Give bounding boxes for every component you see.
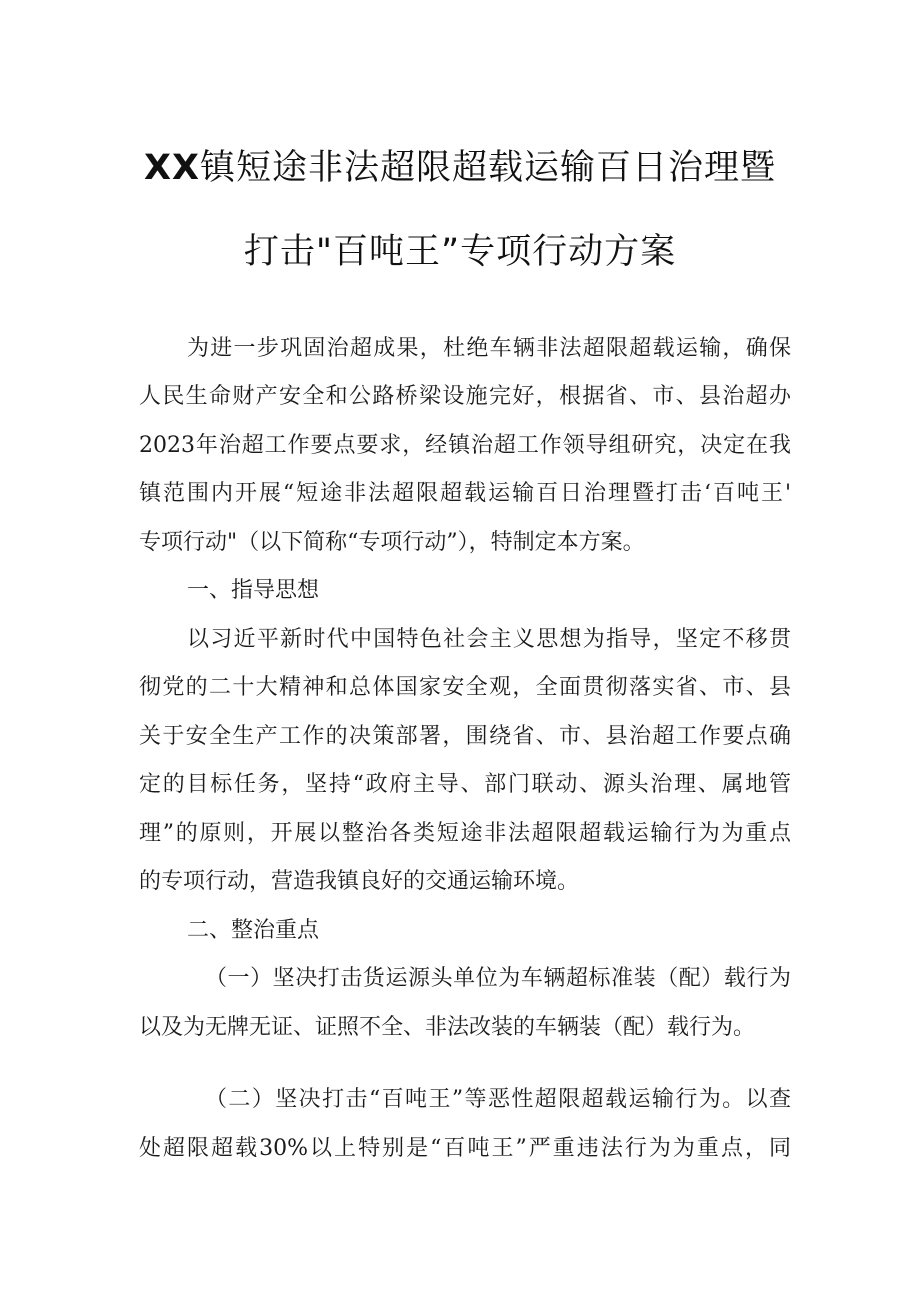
section-1-line: 彻党的二十大精神和总体国家安全观，全面贯彻落实省、市、县	[139, 675, 791, 700]
document-title-line-1	[0, 140, 920, 190]
item-1-line: （一）坚决打击货运源头单位为车辆超标准装（配）载行为	[205, 966, 791, 991]
intro-line: 专项行动"（以下简称“专项行动”），特制定本方案。	[139, 530, 645, 555]
document-title-line-2: 打击"百吨王”专项行动方案	[243, 232, 677, 272]
section-1-line: 的专项行动，营造我镇良好的交通运输环境。	[139, 869, 580, 894]
intro-line: 为进一步巩固治超成果，杜绝车辆非法超限超载运输，确保	[187, 336, 791, 361]
section-heading-guiding-ideology: 一、指导思想	[187, 578, 320, 603]
intro-line: 人民生命财产安全和公路桥梁设施完好，根据省、市、县治超办	[139, 384, 791, 409]
section-1-line: 关于安全生产工作的决策部署，围绕省、市、县治超工作要点确	[139, 724, 791, 749]
title-line-1-text: 镇短途非法超限超载运输百日治理暨	[199, 148, 776, 188]
section-1-line: 理”的原则，开展以整治各类短途非法超限超载运输行为为重点	[139, 821, 791, 846]
intro-line: 镇范围内开展“短途非法超限超载运输百日治理暨打击‘百吨王'	[139, 481, 791, 506]
section-heading-key-targets: 二、整治重点	[187, 918, 320, 943]
title-place-prefix: XX	[144, 148, 200, 188]
section-1-line: 定的目标任务，坚持“政府主导、部门联动、源头治理、属地管	[139, 772, 791, 797]
section-1-line: 以习近平新时代中国特色社会主义思想为指导，坚定不移贯	[187, 627, 791, 652]
item-2-line: 处超限超载30%以上特别是“百吨王”严重违法行为为重点，同	[139, 1136, 791, 1161]
item-2-line: （二）坚决打击“百吨王”等恶性超限超载运输行为。以查	[205, 1087, 791, 1112]
item-1-line: 以及为无牌无证、证照不全、非法改装的车辆装（配）载行为。	[139, 1015, 756, 1040]
intro-line: 2023年治超工作要点要求，经镇治超工作领导组研究，决定在我	[139, 433, 791, 458]
